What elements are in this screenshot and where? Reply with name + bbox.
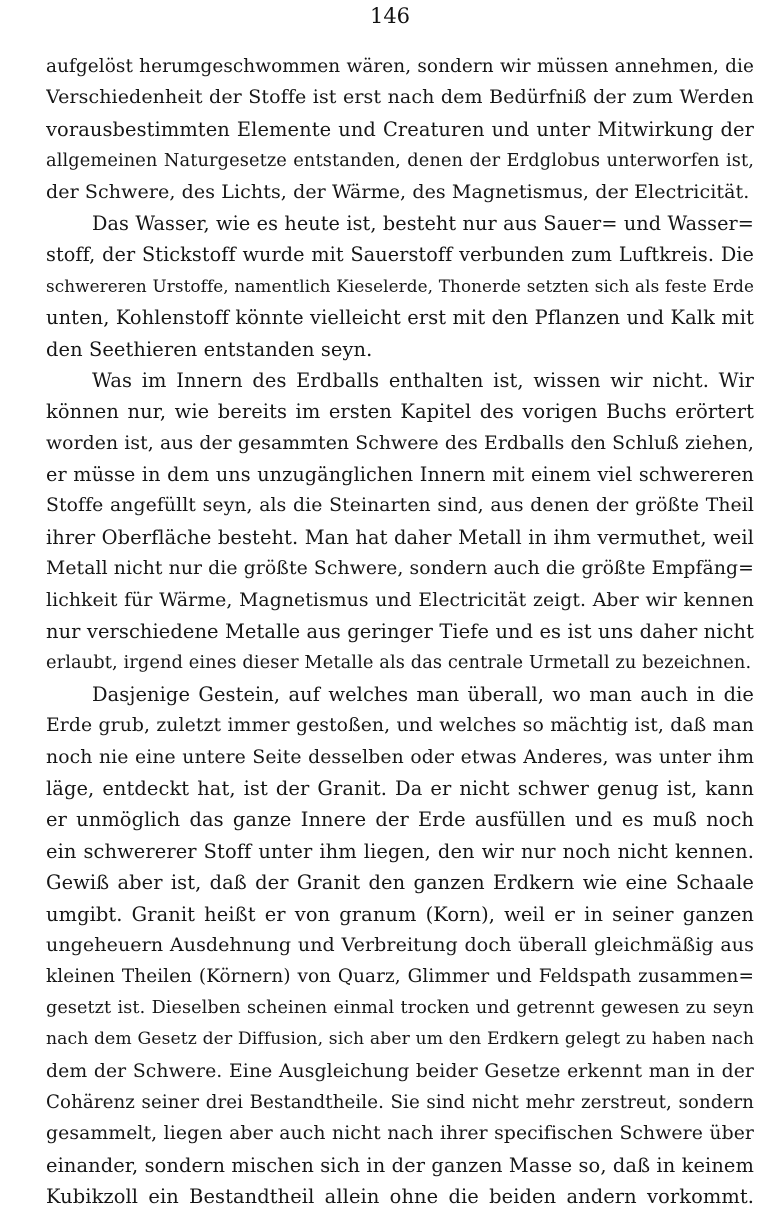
- text-line: gesammelt, liegen aber auch nicht nach ihrer specifischen Schwere über: [46, 1123, 754, 1145]
- text-line: der Schwere, des Lichts, der Wärme, des Magnetismus, der Electricität.: [46, 180, 750, 203]
- text-line: unten, Kohlenstoff könnte vielleicht erst mit den Pflanzen und Kalk mit: [46, 306, 754, 330]
- text-line: erlaubt, irgend eines dieser Metalle als das centrale Urmetall zu bezeichnen.: [46, 652, 752, 674]
- text-line: er unmöglich das ganze Innere der Erde ausfüllen und es muß noch: [46, 808, 754, 832]
- text-line: ungeheuern Ausdehnung und Verbreitung doch überall gleichmäßig aus: [46, 933, 754, 956]
- text-line: einander, sondern mischen sich in der ganzen Masse so, daß in keinem: [46, 1153, 754, 1177]
- text-line: Kubikzoll ein Bestandtheil allein ohne die beiden andern vorkommt.: [46, 1185, 754, 1209]
- text-line: Cohärenz seiner drei Bestandtheile. Sie sind nicht mehr zerstreut, sondern: [46, 1091, 754, 1113]
- text-line: Das Wasser, wie es heute ist, besteht nur aus Sauer= und Wasser=: [92, 211, 754, 235]
- text-line: dem der Schwere. Eine Ausgleichung beider Gesetze erkennt man in der: [46, 1060, 754, 1082]
- text-line: läge, entdeckt hat, ist der Granit. Da er nicht schwer genug ist, kann: [46, 776, 754, 800]
- text-line: Stoffe angefüllt seyn, als die Steinarten sind, aus denen der größte Theil: [46, 495, 754, 517]
- text-line: Verschiedenheit der Stoffe ist erst nach dem Bedürfniß der zum Werden: [46, 86, 754, 109]
- text-line: umgibt. Granit heißt er von granum (Korn), weil er in seiner ganzen: [46, 902, 754, 926]
- page-number: 146: [369, 4, 411, 28]
- text-line: ein schwererer Stoff unter ihm liegen, den wir nur noch nicht kennen.: [46, 839, 754, 863]
- text-line: Gewiß aber ist, daß der Granit den ganzen Erdkern wie eine Schaale: [46, 871, 754, 895]
- text-line: Dasjenige Gestein, auf welches man überall, wo man auch in die: [92, 682, 754, 706]
- text-line: er müsse in dem uns unzugänglichen Innern mit einem viel schwereren: [46, 463, 754, 487]
- text-line: den Seethieren entstanden seyn.: [46, 337, 373, 361]
- text-line: können nur, wie bereits im ersten Kapitel des vorigen Buchs erörtert: [46, 400, 754, 424]
- text-line: noch nie eine untere Seite desselben oder etwas Anderes, was unter ihm: [46, 746, 754, 768]
- body-text: [46, 51, 754, 1212]
- text-line: allgemeinen Naturgesetze entstanden, denen der Erdglobus unterworfen ist,: [46, 150, 754, 172]
- text-line: nach dem Gesetz der Diffusion, sich aber um den Erdkern gelegt zu haben nach: [46, 1029, 754, 1050]
- text-line: stoff, der Stickstoff wurde mit Sauerstoff verbunden zum Luftkreis. Die: [46, 243, 754, 267]
- text-line: ihrer Oberfläche besteht. Man hat daher Metall in ihm vermuthet, weil: [46, 525, 754, 549]
- text-line: aufgelöst herumgeschwommen wären, sondern wir müssen annehmen, die: [46, 56, 754, 77]
- text-line: gesetzt ist. Dieselben scheinen einmal trocken und getrennt gewesen zu seyn: [46, 997, 754, 1018]
- text-line: kleinen Theilen (Körnern) von Quarz, Glimmer und Feldspath zusammen=: [46, 966, 754, 988]
- text-line: vorausbestimmten Elemente und Creaturen und unter Mitwirkung der: [46, 117, 754, 141]
- text-line: Erde grub, zuletzt immer gestoßen, und welches so mächtig ist, daß man: [46, 715, 754, 737]
- text-line: nur verschiedene Metalle aus geringer Tiefe und es ist uns daher nicht: [46, 620, 754, 644]
- text-line: schwereren Urstoffe, namentlich Kieselerde, Thonerde setzten sich als feste Erde: [46, 275, 754, 296]
- text-line: Was im Innern des Erdballs enthalten ist, wissen wir nicht. Wir: [92, 368, 754, 392]
- text-line: lichkeit für Wärme, Magnetismus und Electricität zeigt. Aber wir kennen: [46, 589, 754, 611]
- text-line: worden ist, aus der gesammten Schwere des Erdballs den Schluß ziehen,: [46, 432, 754, 454]
- text-line: Metall nicht nur die größte Schwere, sondern auch die größte Empfäng=: [46, 558, 754, 580]
